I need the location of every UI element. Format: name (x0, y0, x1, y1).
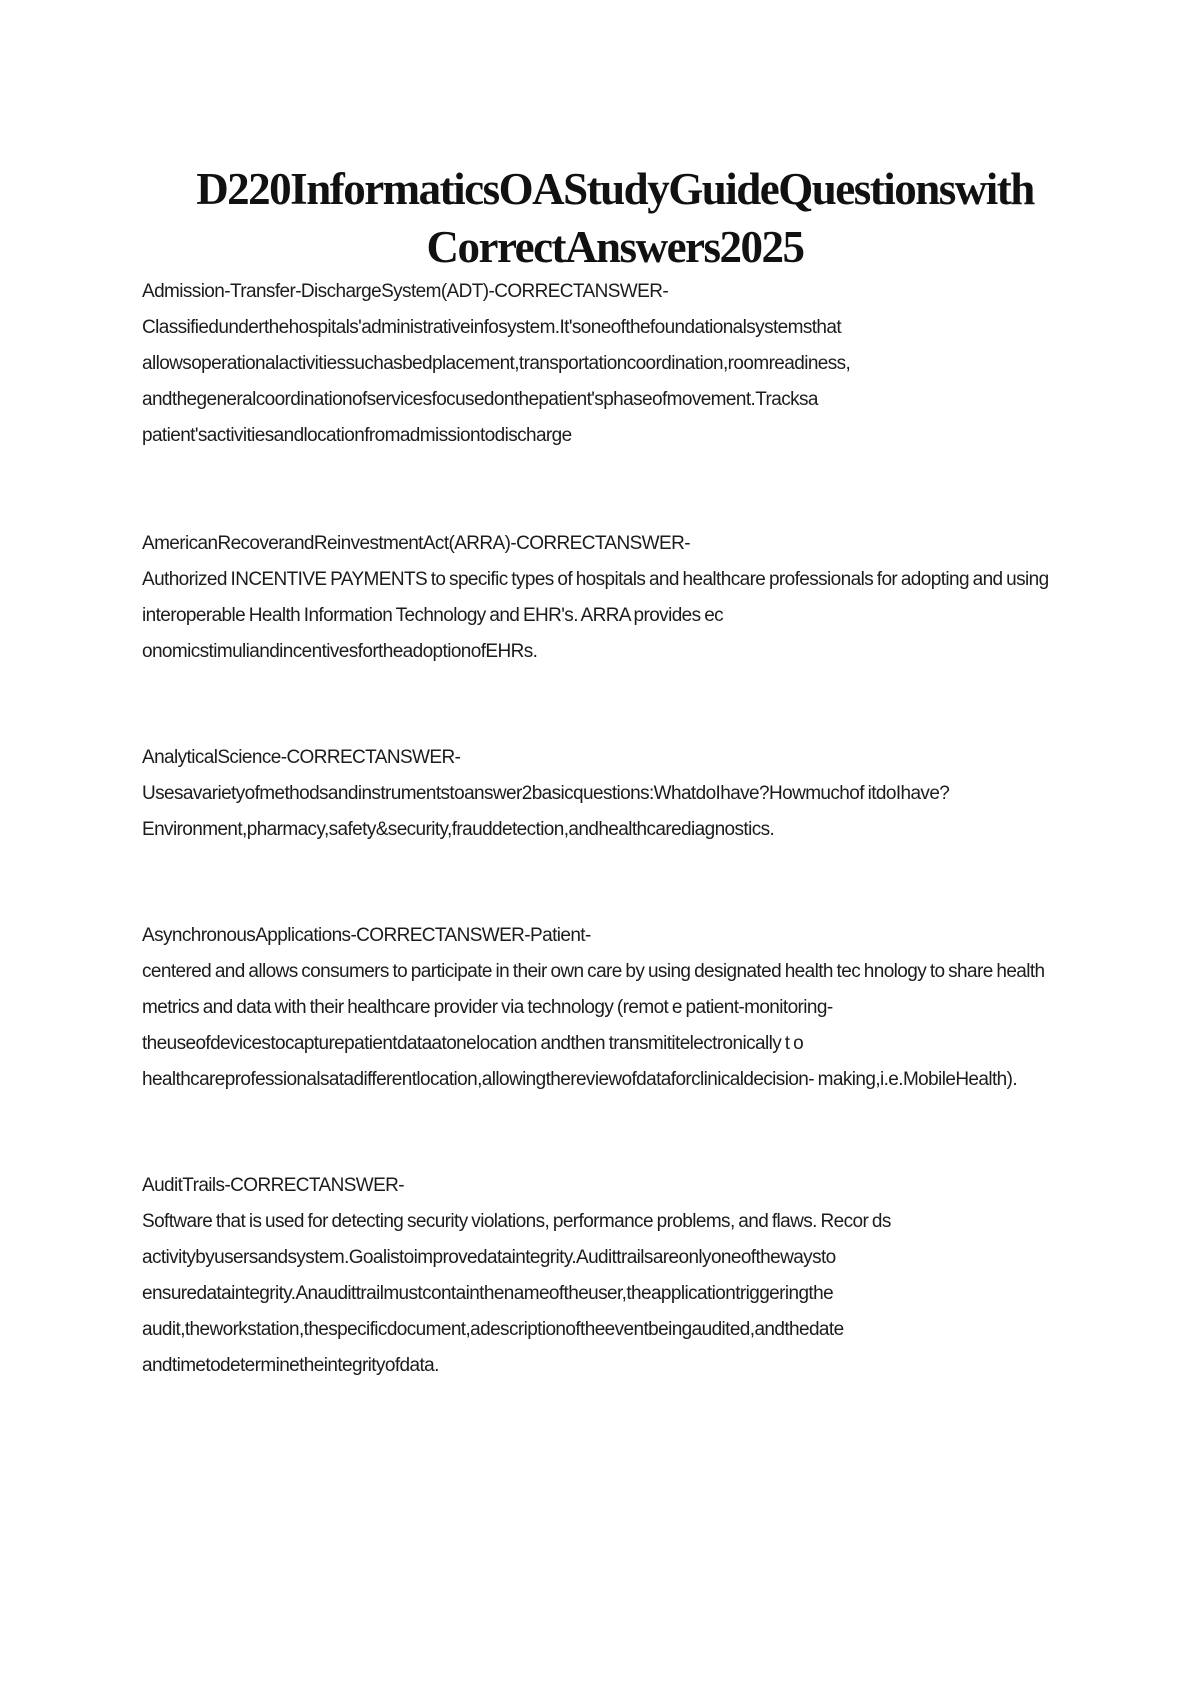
entry-term: AmericanRecoverandReinvestmentAct(ARRA)-CORRECTANSWER- (142, 533, 690, 554)
glossary-entry-analytical-science (142, 740, 1067, 848)
glossary-entries (142, 274, 1067, 1384)
entry-definition: Usesavarietyofmethodsandinstrumentstoanswer2basicquestions:WhatdoIhave?Howmuchof itdoIhave?Environment,pharmacy,safety&security,frauddetection,andhealthcarediagnostics. (142, 783, 950, 840)
entry-term: AnalyticalScience-CORRECTANSWER- (142, 747, 461, 768)
glossary-entry-audit-trails (142, 1168, 1067, 1384)
entry-term: AuditTrails-CORRECTANSWER- (142, 1175, 405, 1196)
entry-term: AsynchronousApplications-CORRECTANSWER-Patient- (142, 925, 591, 946)
entry-definition: centered and allows consumers to participate in their own care by using designated health tec hnology to share health metrics and data with their healthcare provider via technology (remot e patient-monitoring- theuseofdevicestocapturepatientdataatonelocation andthen transmititelectronically t o healthcareprofessionalsatadifferentlocation,allowingthereviewofdataforclinicaldecision- making,i.e.MobileHealth). (142, 961, 1045, 1090)
entry-term: Admission-Transfer-DischargeSystem(ADT)-CORRECTANSWER- (142, 281, 669, 302)
document-title: D220InformaticsOAStudyGuideQuestionswith CorrectAnswers2025 (196, 164, 1034, 272)
entry-definition: Software that is used for detecting security violations, performance problems, and flaws. Recor ds activitybyusersandsystem.Goalistoimprovedataintegrity.Audittrailsareonlyoneofthewaysto ensuredataintegrity.Anaudittrailmustcontainthenameoftheuser,theapplicationtriggeringthe audit,theworkstation,thespecificdocument,adescriptionoftheeventbeingaudited,andthedate andtimetodeterminetheintegrityofdata. (142, 1211, 891, 1376)
glossary-entry-arra (142, 526, 1067, 670)
entry-definition: Classifiedunderthehospitals'administrativeinfosystem.It'soneofthefoundationalsystemsthat allowsoperationalactivitiessuchasbedplacement,transportationcoordination,roomreadiness, andthegeneralcoordinationofservicesfocusedonthepatient'sphaseofmovement.Tracksa patient'sactivitiesandlocationfromadmissiontodischarge (142, 317, 851, 446)
glossary-entry-asynchronous-applications (142, 918, 1067, 1098)
glossary-entry-adt (142, 274, 1067, 454)
entry-definition: Authorized INCENTIVE PAYMENTS to specific types of hospitals and healthcare professionals for adopting and using interoperable Health Information Technology and EHR's. ARRA provides ec onomicstimuliandincentivesfortheadoptionofEHRs. (142, 569, 1049, 662)
